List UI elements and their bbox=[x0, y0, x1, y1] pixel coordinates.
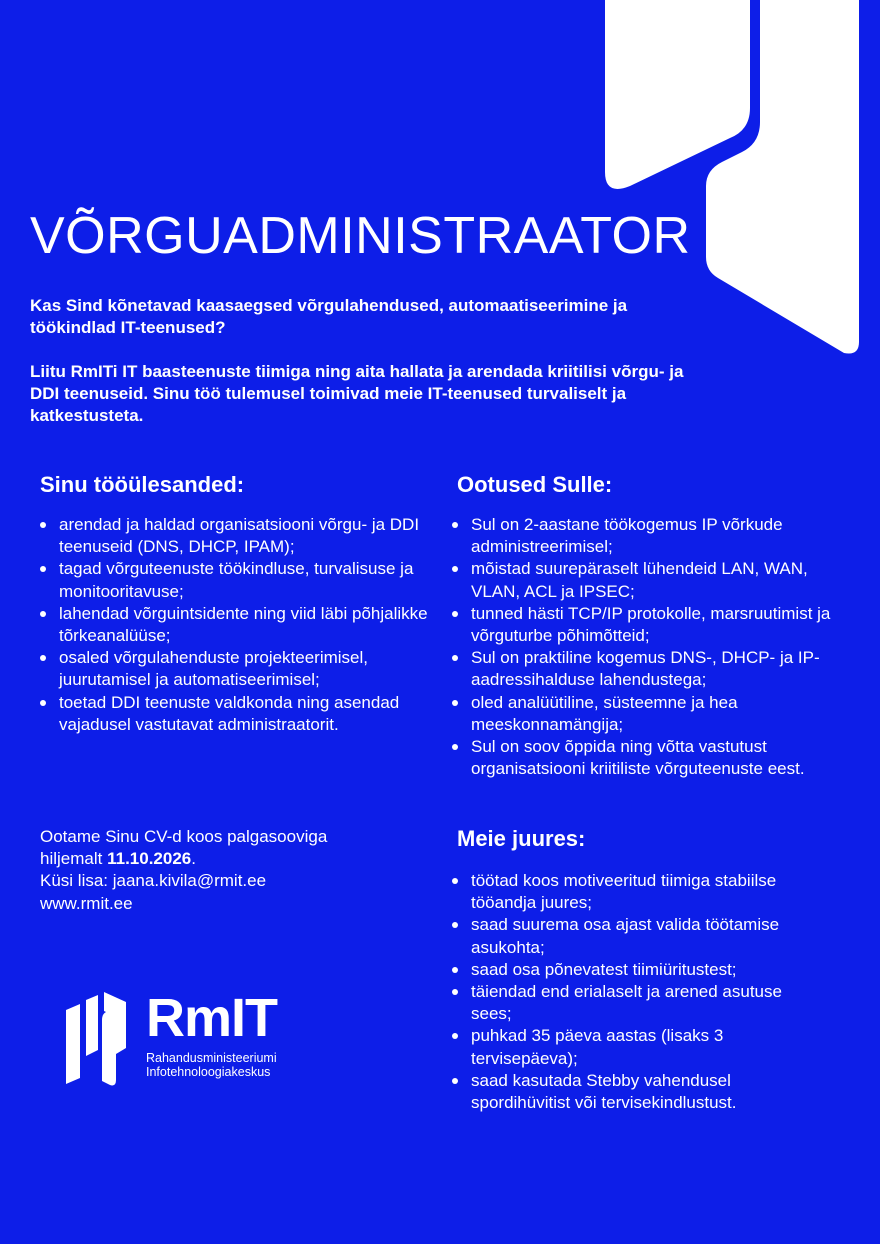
list-item: täiendad end erialaselt ja arened asutuse sees; bbox=[451, 981, 811, 1025]
list-item: Sul on praktiline kogemus DNS-, DHCP- ja IP-aadressihalduse lahendustega; bbox=[451, 647, 851, 691]
list-item: tagad võrguteenuste töökindluse, turvalisuse ja monitooritavuse; bbox=[39, 558, 434, 602]
list-item: arendad ja haldad organisatsiooni võrgu- ja DDI teenuseid (DNS, DHCP, IPAM); bbox=[39, 514, 434, 558]
list-item: Sul on 2-aastane töökogemus IP võrkude administreerimisel; bbox=[451, 514, 851, 558]
list-item: tunned hästi TCP/IP protokolle, marsruutimist ja võrguturbe põhimõtteid; bbox=[451, 603, 851, 647]
deadline-date: 11.10.2026 bbox=[107, 849, 192, 869]
list-item: töötad koos motiveeritud tiimiga stabiilse tööandja juures; bbox=[451, 870, 811, 914]
contact-email-line[interactable]: Küsi lisa: jaana.kivila@rmit.ee bbox=[40, 871, 267, 891]
list-item: Sul on soov õppida ning võtta vastutust organisatsiooni kriitiliste võrguteenuste eest. bbox=[451, 736, 851, 780]
list-item: osaled võrgulahenduste projekteerimisel, juurutamisel ja automatiseerimisel; bbox=[39, 647, 434, 691]
list-item: saad kasutada Stebby vahendusel spordihüvitist või tervisekindlustust. bbox=[451, 1070, 811, 1114]
tasks-list bbox=[39, 514, 434, 736]
logo-name: RmIT bbox=[146, 988, 277, 1048]
list-item: saad osa põnevatest tiimiüritustest; bbox=[451, 959, 811, 981]
expectations-heading: Ootused Sulle: bbox=[457, 472, 613, 497]
tasks-heading: Sinu tööülesanded: bbox=[40, 472, 245, 497]
page-title: VÕRGUADMINISTRAATOR bbox=[30, 207, 691, 265]
list-item: puhkad 35 päeva aastas (lisaks 3 tervisepäeva); bbox=[451, 1025, 811, 1069]
rmit-logo-mark-icon bbox=[64, 990, 128, 1088]
contact-deadline-line bbox=[40, 848, 327, 870]
deadline-prefix: hiljemalt bbox=[40, 849, 108, 869]
website-link[interactable]: www.rmit.ee bbox=[40, 893, 133, 913]
intro-pitch: Liitu RmITi IT baasteenuste tiimiga ning aita hallata ja arendada kriitilisi võrgu- ja DDI teenuseid. Sinu töö tulemusel toimivad meie IT-teenused turvaliselt ja katkestusteta. bbox=[30, 362, 684, 425]
expectations-list bbox=[451, 514, 851, 780]
intro-question: Kas Sind kõnetavad kaasaegsed võrgulahendused, automaatiseerimine ja töökindlad IT-teenused? bbox=[30, 296, 628, 337]
benefits-list bbox=[451, 870, 811, 1114]
list-item: toetad DDI teenuste valdkonda ning asendad vajadusel vastutavat administraatorit. bbox=[39, 692, 434, 736]
list-item: saad suurema osa ajast valida töötamise asukohta; bbox=[451, 914, 811, 958]
rmit-logo bbox=[64, 990, 334, 1090]
list-item: oled analüütiline, süsteemne ja hea meeskonnamängija; bbox=[451, 692, 851, 736]
list-item: mõistad suurepäraselt lühendeid LAN, WAN, VLAN, ACL ja IPSEC; bbox=[451, 558, 851, 602]
logo-subtitle-line2: Infotehnoloogiakeskus bbox=[146, 1065, 271, 1079]
logo-subtitle-line1: Rahandusministeeriumi bbox=[146, 1051, 277, 1065]
benefits-heading: Meie juures: bbox=[457, 826, 586, 851]
contact-block bbox=[40, 826, 327, 915]
list-item: lahendad võrguintsidente ning viid läbi põhjalikke tõrkeanalüüse; bbox=[39, 603, 434, 647]
contact-cv-line: Ootame Sinu CV-d koos palgasooviga bbox=[40, 827, 328, 846]
deadline-suffix: . bbox=[191, 849, 196, 869]
